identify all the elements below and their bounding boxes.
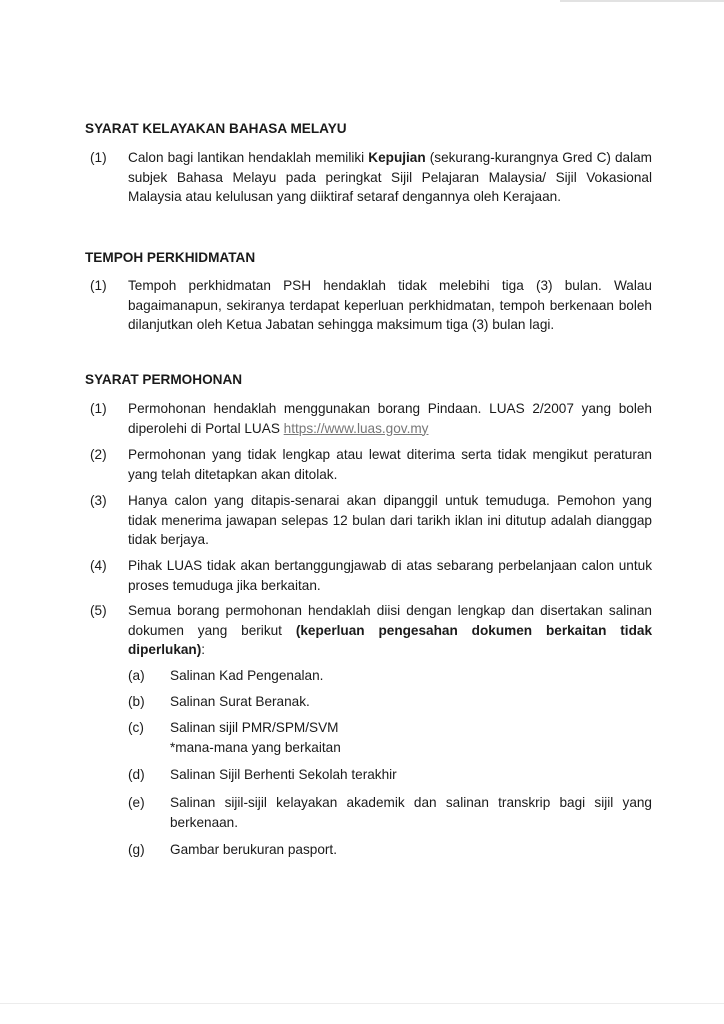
sub-item-note: *mana-mana yang berkaitan (170, 739, 341, 755)
sub-list-item (128, 692, 652, 712)
list-item (90, 491, 652, 550)
item-number: (5) (90, 603, 107, 618)
sub-item-text: Salinan sijil PMR/SPM/SVM *mana-mana yang berkaitan (170, 718, 652, 757)
bold-emphasis: (keperluan pengesahan dokumen berkaitan tidak diperlukan) (128, 622, 653, 657)
sub-item-letter: (c) (128, 720, 144, 735)
sub-item-text: Salinan Sijil Berhenti Sekolah terakhir (170, 767, 397, 782)
sub-item-text: Salinan Surat Beranak. (170, 694, 310, 709)
list-item (90, 276, 652, 335)
item-text: Hanya calon yang ditapis-senarai akan dipanggil untuk temuduga. Pemohon yang tidak menerima jawapan selepas 12 bulan dari tarikh iklan ini ditutup adalah dianggap tidak berjaya. (128, 493, 652, 547)
portal-link[interactable]: https://www.luas.gov.my (283, 420, 429, 436)
item-text: Permohonan hendaklah menggunakan borang Pindaan. LUAS 2/2007 yang boleh diperolehi di Portal LUAS https://www.luas.gov.my (128, 401, 652, 436)
sub-item-letter: (b) (128, 694, 145, 709)
sub-list-item (128, 765, 652, 785)
item-number: (4) (90, 558, 107, 573)
section-heading-tempoh: TEMPOH PERKHIDMATAN (85, 250, 256, 265)
section-heading-permohonan: SYARAT PERMOHONAN (85, 372, 243, 387)
list-item (90, 445, 652, 484)
sub-list-item (128, 793, 652, 832)
sub-list-item (128, 718, 652, 757)
item-number: (1) (90, 150, 107, 165)
scan-edge-top (560, 0, 724, 2)
sub-item-text: Salinan Kad Pengenalan. (170, 668, 324, 683)
sub-list-item (128, 666, 652, 686)
scan-edge-bottom (0, 1003, 724, 1004)
sub-item-letter: (e) (128, 795, 145, 810)
item-number: (3) (90, 493, 107, 508)
item-text: Tempoh perkhidmatan PSH hendaklah tidak melebihi tiga (3) bulan. Walau bagaimanapun, sekiranya terdapat keperluan perkhidmatan, tempoh berkenaan boleh dilanjutkan oleh Ketua Jabatan sehingga maksimum tiga (3) bulan lagi. (128, 278, 652, 332)
sub-list-item (128, 840, 652, 860)
item-text: Permohonan yang tidak lengkap atau lewat diterima serta tidak mengikut peraturan yang telah ditetapkan akan ditolak. (128, 447, 652, 482)
sub-item-letter: (a) (128, 668, 145, 683)
item-text: Pihak LUAS tidak akan bertanggungjawab di atas sebarang perbelanjaan calon untuk proses temuduga jika berkaitan. (128, 558, 652, 593)
sub-item-text: Salinan sijil-sijil kelayakan akademik dan salinan transkrip bagi sijil yang berkenaan. (170, 795, 652, 830)
list-item (90, 148, 652, 207)
bold-emphasis: Kepujian (368, 150, 426, 165)
list-item (90, 601, 652, 660)
item-number: (1) (90, 401, 107, 416)
sub-item-text: Gambar berukuran pasport. (170, 842, 337, 857)
sub-item-letter: (g) (128, 842, 145, 857)
section-heading-kelayakan: SYARAT KELAYAKAN BAHASA MELAYU (85, 121, 347, 136)
item-text: Calon bagi lantikan hendaklah memiliki Kepujian (sekurang-kurangnya Gred C) dalam subjek Bahasa Melayu pada peringkat Sijil Pelajaran Malaysia/ Sijil Vokasional Malaysia atau kelulusan yang diiktiraf setaraf dengannya oleh Kerajaan. (128, 150, 653, 204)
list-item (90, 399, 652, 438)
item-number: (2) (90, 447, 107, 462)
item-number: (1) (90, 278, 107, 293)
list-item (90, 556, 652, 595)
item-text: Semua borang permohonan hendaklah diisi dengan lengkap dan disertakan salinan dokumen yang berikut (keperluan pengesahan dokumen berkaitan tidak diperlukan): (128, 603, 653, 657)
sub-item-letter: (d) (128, 767, 145, 782)
